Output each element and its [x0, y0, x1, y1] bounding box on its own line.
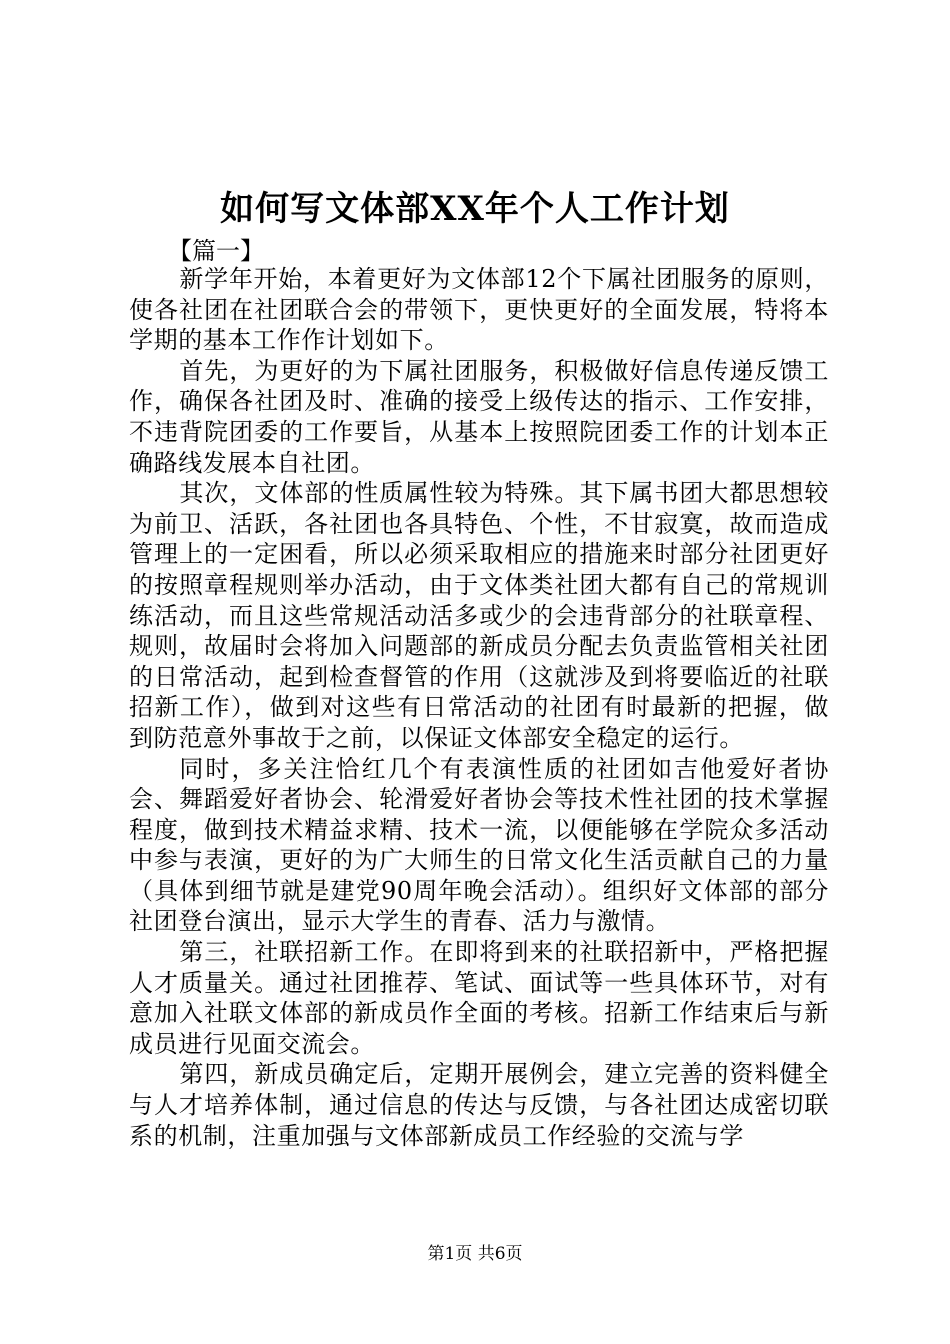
document-body [129, 264, 829, 1151]
section-label: 【篇一】 [168, 237, 264, 265]
paragraph: 同时，多关注恰红几个有表演性质的社团如吉他爱好者协会、舞蹈爱好者协会、轮滑爱好者协会等技术性社团的技术掌握程度，做到技术精益求精、技术一流，以便能够在学院众多活动中参与表演，更好的为广大师生的日常文化生活贡献自己的力量（具体到细节就是建党90周年晚会活动）。组织好文体部的部分社团登台演出，显示大学生的青春、活力与激情。 [129, 754, 829, 936]
paragraph: 其次，文体部的性质属性较为特殊。其下属书团大都思想较为前卫、活跃，各社团也各具特色、个性，不甘寂寞，故而造成管理上的一定困看，所以必须采取相应的措施来时部分社团更好的按照章程规则举办活动，由于文体类社团大都有自己的常规训练活动，而且这些常规活动活多或少的会违背部分的社联章程、规则，故届时会将加入问题部的新成员分配去负责监管相关社团的日常活动，起到检查督管的作用（这就涉及到将要临近的社联招新工作），做到对这些有日常活动的社团有时最新的把握，做到防范意外事故于之前，以保证文体部安全稳定的运行。 [129, 479, 829, 752]
paragraph: 第三，社联招新工作。在即将到来的社联招新中，严格把握人才质量关。通过社团推荐、笔试、面试等一些具体环节，对有意加入社联文体部的新成员作全面的考核。招新工作结束后与新成员进行见面交流会。 [129, 938, 829, 1058]
paragraph: 第四，新成员确定后，定期开展例会，建立完善的资料健全与人才培养体制，通过信息的传达与反馈，与各社团达成密切联系的机制，注重加强与文体部新成员工作经验的交流与学 [129, 1060, 829, 1150]
paragraph: 新学年开始，本着更好为文体部12个下属社团服务的原则，使各社团在社团联合会的带领下，更快更好的全面发展，特将本学期的基本工作作计划如下。 [129, 265, 829, 355]
document-title: 如何写文体部XX年个人工作计划 [220, 189, 730, 229]
paragraph: 首先，为更好的为下属社团服务，积极做好信息传递反馈工作，确保各社团及时、准确的接受上级传达的指示、工作安排，不违背院团委的工作要旨，从基本上按照院团委工作的计划本正确路线发展本自社团。 [129, 356, 829, 477]
page-number: 第1页 共6页 [427, 1244, 523, 1264]
